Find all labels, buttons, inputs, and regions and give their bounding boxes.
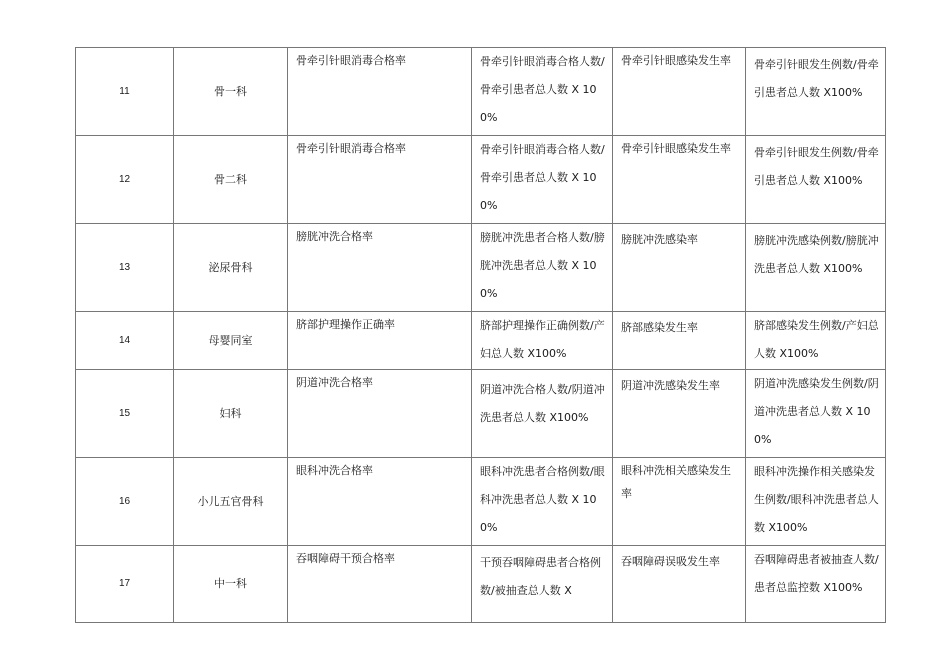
infection-text: 眼科冲洗相关感染发生 [621, 464, 731, 477]
formula-text: 干预吞咽障碍患者合格例数/被抽查总人数 X [480, 556, 601, 597]
table-row [76, 48, 886, 136]
formula-text: 脐部护理操作正确例数/产妇总人数 X100% [480, 319, 605, 360]
rate-formula-cell [746, 312, 886, 370]
formula-cell [472, 370, 613, 458]
department-cell: 妇科 [174, 370, 288, 458]
infection-cell [613, 458, 746, 546]
row-number: 15 [76, 370, 174, 458]
row-number: 13 [76, 224, 174, 312]
table-row [76, 458, 886, 546]
indicator-cell [288, 312, 472, 370]
infection-text: 膀胱冲洗感染率 [621, 233, 698, 246]
formula-text: 眼科冲洗患者合格例数/眼科冲洗患者总人数 X 100% [480, 465, 605, 534]
row-number: 14 [76, 312, 174, 370]
indicator-text: 脐部护理操作正确率 [296, 318, 395, 331]
row-number: 17 [76, 546, 174, 623]
infection-cell [613, 48, 746, 136]
rate-formula-cell [746, 546, 886, 623]
formula-cell [472, 48, 613, 136]
rate-formula-text: 骨牵引针眼发生例数/骨牵引患者总人数 X100% [754, 58, 879, 99]
formula-text: 骨牵引针眼消毒合格人数/骨牵引患者总人数 X 100% [480, 143, 605, 212]
department-cell: 小儿五官骨科 [174, 458, 288, 546]
nursing-quality-table [75, 47, 886, 623]
formula-text: 膀胱冲洗患者合格人数/膀胱冲洗患者总人数 X 100% [480, 231, 605, 300]
formula-cell [472, 546, 613, 623]
indicator-text: 阴道冲洗合格率 [296, 376, 373, 389]
table-row [76, 136, 886, 224]
rate-formula-cell [746, 48, 886, 136]
formula-cell [472, 458, 613, 546]
rate-formula-cell [746, 370, 886, 458]
formula-cell [472, 136, 613, 224]
indicator-cell [288, 458, 472, 546]
indicator-text: 骨牵引针眼消毒合格率 [296, 142, 406, 155]
indicator-cell [288, 370, 472, 458]
rate-formula-text: 脐部感染发生例数/产妇总人数 X100% [754, 319, 879, 360]
rate-formula-text: 阴道冲洗感染发生例数/阴道冲洗患者总人数 X 100% [754, 377, 879, 446]
infection-cell [613, 370, 746, 458]
department-cell: 泌尿骨科 [174, 224, 288, 312]
formula-text: 阴道冲洗合格人数/阴道冲洗患者总人数 X100% [480, 383, 605, 424]
row-number: 11 [76, 48, 174, 136]
rate-formula-text: 膀胱冲洗感染例数/膀胱冲洗患者总人数 X100% [754, 234, 879, 275]
row-number: 12 [76, 136, 174, 224]
row-number: 16 [76, 458, 174, 546]
department-cell: 骨一科 [174, 48, 288, 136]
rate-formula-cell [746, 458, 886, 546]
infection-text: 吞咽障碍误吸发生率 [621, 555, 720, 568]
department-cell: 母婴同室 [174, 312, 288, 370]
formula-text: 骨牵引针眼消毒合格人数/骨牵引患者总人数 X 100% [480, 55, 605, 124]
department-cell: 中一科 [174, 546, 288, 623]
indicator-text: 吞咽障碍干预合格率 [296, 552, 395, 565]
rate-formula-text: 骨牵引针眼发生例数/骨牵引患者总人数 X100% [754, 146, 879, 187]
rate-formula-text: 吞咽障碍患者被抽查人数/患者总监控数 X100% [754, 553, 879, 594]
department-cell: 骨二科 [174, 136, 288, 224]
table-row [76, 370, 886, 458]
infection-text: 阴道冲洗感染发生率 [621, 379, 720, 392]
table-row [76, 546, 886, 623]
infection-cell [613, 546, 746, 623]
infection-text-continued: 率 [621, 487, 632, 500]
formula-cell [472, 224, 613, 312]
rate-formula-cell [746, 136, 886, 224]
indicator-cell [288, 48, 472, 136]
indicator-text: 膀胱冲洗合格率 [296, 230, 373, 243]
indicator-cell [288, 546, 472, 623]
infection-text: 骨牵引针眼感染发生率 [621, 54, 731, 67]
infection-cell [613, 312, 746, 370]
indicator-text: 骨牵引针眼消毒合格率 [296, 54, 406, 67]
infection-text: 脐部感染发生率 [621, 321, 698, 334]
infection-text: 骨牵引针眼感染发生率 [621, 142, 731, 155]
table-row [76, 224, 886, 312]
infection-cell [613, 136, 746, 224]
rate-formula-text: 眼科冲洗操作相关感染发生例数/眼科冲洗患者总人数 X100% [754, 465, 879, 534]
infection-cell [613, 224, 746, 312]
table-row [76, 312, 886, 370]
indicator-text: 眼科冲洗合格率 [296, 464, 373, 477]
indicator-cell [288, 224, 472, 312]
formula-cell [472, 312, 613, 370]
rate-formula-cell [746, 224, 886, 312]
indicator-cell [288, 136, 472, 224]
